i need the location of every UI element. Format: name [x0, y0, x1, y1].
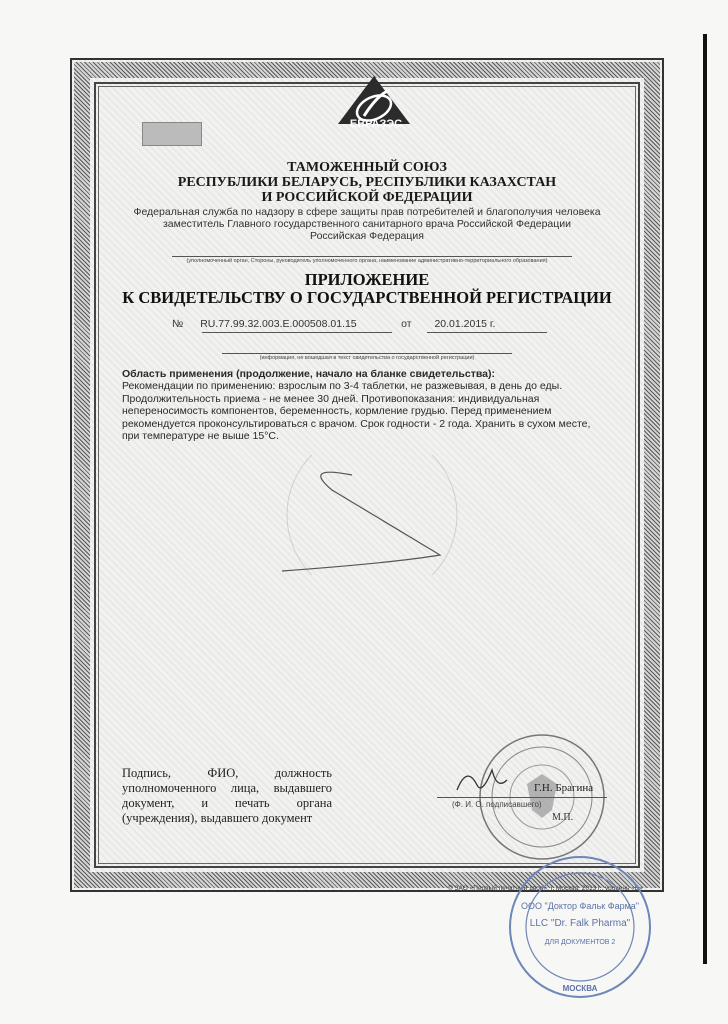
- number-label: №: [172, 318, 184, 330]
- signature-label: Подпись, ФИО, должность уполномоченного лица, выдавшего документ, и печать органа (учреждения), выдавшего документ: [122, 766, 332, 825]
- registration-number: RU.77.99.32.003.E.000508.01.15: [200, 318, 357, 330]
- signer-autograph-icon: [452, 760, 512, 800]
- logo-text: ЕВРАЗЭС: [349, 118, 403, 130]
- stamp-line-2: LLC "Dr. Falk Pharma": [529, 918, 631, 929]
- date-label: от: [401, 318, 412, 330]
- fio-caption: (Ф. И. О. подписавшего): [452, 800, 542, 809]
- stamp-line-3: ДЛЯ ДОКУМЕНТОВ 2: [544, 939, 616, 946]
- signer-underline: [437, 797, 607, 798]
- company-stamp-icon: [507, 854, 653, 1000]
- registration-date: 20.01.2015 г.: [434, 318, 496, 330]
- title-line-2: К СВИДЕТЕЛЬСТВУ О ГОСУДАРСТВЕННОЙ РЕГИСТРАЦИИ: [122, 288, 612, 307]
- page-edge-line: [703, 34, 707, 964]
- application-heading: Область применения (продолжение, начало на бланке свидетельства):: [122, 368, 495, 380]
- seal-place-mark: М.П.: [552, 812, 574, 823]
- service-line-2: заместитель Главного государственного санитарного врача Российской Федерации: [162, 218, 572, 230]
- registration-caption: (информация, не вошедшая в текст свидетельства о государственной регистрации): [259, 355, 475, 361]
- number-underline: [202, 332, 392, 333]
- signer-name: Г.Н. Брагина: [534, 782, 594, 794]
- application-area: [122, 368, 592, 442]
- service-line-3: Российская Федерация: [310, 230, 424, 242]
- registration-line: [172, 318, 495, 330]
- date-underline: [427, 332, 547, 333]
- title-line-1: ПРИЛОЖЕНИЕ: [304, 270, 430, 289]
- union-title-line-2: РЕСПУБЛИКИ БЕЛАРУСЬ, РЕСПУБЛИКИ КАЗАХСТАН: [177, 175, 557, 190]
- serial-stamp: [142, 122, 202, 146]
- certificate-sheet: [70, 58, 664, 892]
- application-paragraph: Рекомендации по применению: взрослым по 3-4 таблетки, не разжевывая, в день до еды. Продолжительность приема - не менее 30 дней. Противопоказания: индивидуальная непереносимость компонентов, беременность, кормление грудью. Перед применением рекомендуется проконсультироваться с врачом. Срок годности - 2 года. Хранить в сухом месте, при температуре не выше 15°С.: [122, 380, 591, 443]
- service-underline: [172, 256, 572, 257]
- stamp-line-4: МОСКВА: [562, 984, 598, 993]
- stamp-line-1: ООО "Доктор Фальк Фарма": [521, 901, 639, 911]
- signature-scribble: [262, 455, 462, 575]
- service-caption: (уполномоченный орган, Стороны, руководитель уполномоченного органа, наименование административно-территориального образования): [186, 258, 548, 264]
- printer-note: © ЗАО «Первый печатный двор», г. Москва, 2013 г., уровень «Б»: [448, 885, 643, 892]
- union-title-line-1: ТАМОЖЕННЫЙ СОЮЗ: [287, 160, 447, 175]
- service-line-1: Федеральная служба по надзору в сфере защиты прав потребителей и благополучия человека: [133, 206, 601, 218]
- caption-underline: [222, 353, 512, 354]
- union-title-line-3: И РОССИЙСКОЙ ФЕДЕРАЦИИ: [261, 190, 473, 205]
